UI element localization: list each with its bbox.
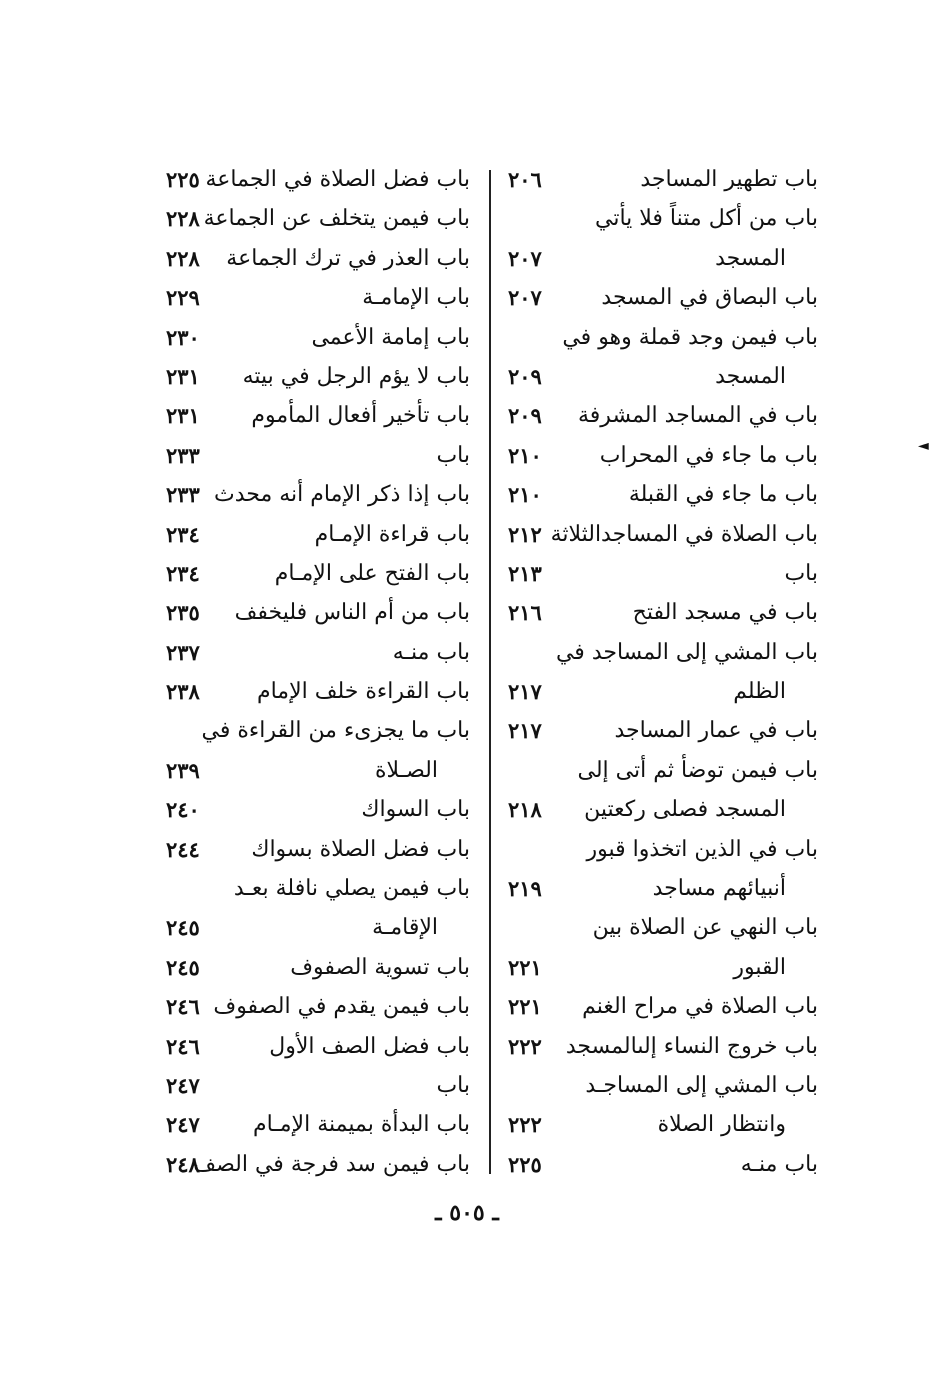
entry-page-number: ٢٢٩ <box>166 285 200 311</box>
index-entry <box>160 1145 470 1184</box>
entry-title: باب تطهير المساجد <box>640 167 818 192</box>
entry-title: باب البصاق في المسجد <box>601 285 818 311</box>
entry-title: باب في مسجد الفتح <box>632 600 818 626</box>
entry-title: باب من أكل متناً فلا يأتي <box>595 206 818 232</box>
entry-page-number: ٢٤٦ <box>166 1033 200 1059</box>
entry-page-number: ٢١٠ <box>508 482 542 508</box>
index-entry <box>500 515 818 554</box>
index-entry <box>500 672 818 711</box>
index-entry <box>500 1066 818 1105</box>
entry-title: باب القراءة خلف الإمام <box>256 679 470 705</box>
entry-page-number: ٢٢٥ <box>166 167 200 192</box>
entry-title: باب فضل الصلاة في الجماعة <box>205 167 470 192</box>
index-entry <box>160 672 470 711</box>
index-entry <box>500 987 818 1026</box>
entry-page-number: ٢١٩ <box>508 876 542 902</box>
entry-page-number: ٢٠٩ <box>508 403 542 429</box>
entry-page-number: ٢١٨ <box>508 797 542 823</box>
index-entry <box>160 515 470 554</box>
entry-page-number: ٢٢١ <box>508 954 542 980</box>
entry-title: باب منـه <box>740 1151 818 1177</box>
index-entry <box>160 593 470 632</box>
index-entry <box>160 1066 470 1105</box>
entry-page-number: ٢٣٤ <box>166 560 200 586</box>
index-entry <box>500 830 818 869</box>
entry-title: باب الفتح على الإمـام <box>274 560 470 586</box>
entry-title: باب قراءة الإمـام <box>314 521 470 547</box>
index-entry <box>160 239 470 278</box>
entry-title: باب فيمن يتخلف عن الجماعة <box>203 206 470 232</box>
entry-page-number: ٢٣٨ <box>166 679 200 705</box>
index-entry <box>500 436 818 475</box>
index-entry <box>160 1105 470 1144</box>
entry-page-number: ٢٢٥ <box>508 1151 542 1177</box>
index-entry <box>160 908 470 947</box>
index-entry <box>160 278 470 317</box>
entry-title: باب السواك <box>361 797 470 823</box>
index-entry <box>500 554 818 593</box>
entry-page-number: ٢٣٠ <box>166 324 200 350</box>
entry-title: باب في المساجد المشرفة <box>578 403 818 429</box>
entry-title: باب العذر في ترك الجماعة <box>226 245 470 271</box>
entry-title: باب ما جاء في القبلة <box>628 482 818 508</box>
entry-page-number: ٢٢٢ <box>508 1112 542 1138</box>
entry-page-number: ٢٤٠ <box>166 797 200 823</box>
column-divider <box>489 170 491 1174</box>
entry-page-number: ٢٣١ <box>166 403 200 429</box>
entry-page-number: ٢١٢ <box>508 521 542 547</box>
index-entry <box>160 357 470 396</box>
index-entry <box>500 869 818 908</box>
entry-title: باب المشي إلى المساجد في <box>555 639 818 665</box>
entry-page-number: ٢٣٥ <box>166 600 200 626</box>
entry-page-number: ٢٢٨ <box>166 206 200 232</box>
entry-page-number: ٢٣٩ <box>166 757 200 783</box>
entry-title: باب خروج النساء إلىالمسجد <box>565 1033 818 1059</box>
entry-title: باب فيمن وجد قملة وهو في <box>562 324 818 350</box>
entry-title: باب البدأة بميمنة الإمـام <box>252 1112 470 1138</box>
entry-title: باب النهي عن الصلاة بين <box>592 915 818 941</box>
entry-page-number: ٢٤٨ <box>166 1151 200 1177</box>
entry-title: باب فضل الصلاة بسواك <box>251 836 470 862</box>
index-entry <box>500 908 818 947</box>
entry-page-number: ٢١٠ <box>508 442 542 468</box>
left-index-column <box>160 160 470 1184</box>
entry-page-number: ٢٣٧ <box>166 639 200 665</box>
entry-title: باب من أم الناس فليخفف <box>234 600 470 626</box>
entry-page-number: ٢١٣ <box>508 560 542 586</box>
entry-page-number: ٢٠٩ <box>508 363 542 389</box>
entry-title: باب الإمامـة <box>362 285 470 311</box>
index-entry <box>500 751 818 790</box>
entry-page-number: ٢٢١ <box>508 994 542 1020</box>
entry-title: المسجد <box>715 363 786 389</box>
index-entry <box>500 1105 818 1144</box>
entry-title: باب إذا ذكر الإمام أنه محدث <box>214 482 470 508</box>
entry-page-number: ٢٤٥ <box>166 954 200 980</box>
page-number: ـ ٥٠٥ ـ <box>435 1200 499 1226</box>
right-index-column <box>500 160 818 1184</box>
entry-page-number: ٢٠٧ <box>508 245 542 271</box>
entry-title: المسجد <box>715 245 786 271</box>
index-entry <box>500 318 818 357</box>
entry-title: باب <box>436 442 470 468</box>
index-entry <box>500 278 818 317</box>
index-entry <box>500 711 818 750</box>
entry-title: باب تسوية الصفوف <box>290 954 470 980</box>
entry-page-number: ٢١٧ <box>508 718 542 744</box>
index-entry <box>160 475 470 514</box>
index-entry <box>160 830 470 869</box>
index-entry <box>500 160 818 199</box>
entry-title: الصـلاة <box>375 757 438 783</box>
entry-title: المسجد فصلى ركعتين <box>584 797 786 823</box>
entry-page-number: ٢٤٧ <box>166 1112 200 1138</box>
entry-title: باب إمامة الأعمى <box>311 324 470 350</box>
index-entry <box>160 160 470 199</box>
index-entry <box>500 1027 818 1066</box>
index-entry <box>160 554 470 593</box>
entry-title: باب المشي إلى المساجـد <box>585 1072 818 1098</box>
index-entry <box>160 948 470 987</box>
entry-title: باب فيمن سد فرجة في الصف <box>193 1151 470 1177</box>
index-entry <box>500 239 818 278</box>
index-entry <box>500 357 818 396</box>
index-entry <box>500 199 818 238</box>
entry-title: باب ما يجزىء من القراءة في <box>201 718 470 744</box>
entry-title: باب في الذين اتخذوا قبور <box>586 836 818 862</box>
entry-title: وانتظار الصلاة <box>657 1112 786 1138</box>
entry-page-number: ٢٣٣ <box>166 442 200 468</box>
entry-page-number: ٢٠٧ <box>508 285 542 311</box>
index-entry <box>500 396 818 435</box>
index-entry <box>160 1027 470 1066</box>
entry-title: باب فيمن توضأ ثم أتى إلى <box>577 757 818 783</box>
index-entry <box>160 318 470 357</box>
entry-title: باب فضل الصف الأول <box>269 1033 470 1059</box>
entry-page-number: ٢٣١ <box>166 363 200 389</box>
index-entry <box>160 199 470 238</box>
index-entry <box>160 396 470 435</box>
index-entry <box>500 948 818 987</box>
index-entry <box>500 593 818 632</box>
entry-title: باب في عمار المساجد <box>614 718 818 744</box>
index-entry <box>160 436 470 475</box>
entry-title: باب فيمن يصلي نافلة بعـد <box>233 876 470 902</box>
entry-title: باب فيمن يقدم في الصفوف <box>213 994 470 1020</box>
entry-page-number: ٢٣٣ <box>166 482 200 508</box>
entry-page-number: ٢١٦ <box>508 600 542 626</box>
entry-title: باب <box>436 1072 470 1098</box>
entry-page-number: ٢٤٧ <box>166 1072 200 1098</box>
entry-page-number: ٢٢٢ <box>508 1033 542 1059</box>
entry-page-number: ٢٤٥ <box>166 915 200 941</box>
entry-title: الظلم <box>733 679 786 705</box>
entry-page-number: ٢٠٦ <box>508 167 542 192</box>
entry-page-number: ٢٣٤ <box>166 521 200 547</box>
entry-title: باب لا يؤم الرجل في بيته <box>242 363 470 389</box>
entry-title: القبور <box>733 954 786 980</box>
entry-title: باب تأخير أفعال المأموم <box>251 403 470 429</box>
margin-arrow-icon: ◄ <box>918 438 929 454</box>
index-entry <box>160 751 470 790</box>
entry-title: باب ما جاء في المحراب <box>599 442 818 468</box>
entry-title: باب <box>784 560 818 586</box>
entry-title: باب الصلاة في مراح الغنم <box>582 994 818 1020</box>
entry-page-number: ٢٤٤ <box>166 836 200 862</box>
entry-title: الإقامـة <box>372 915 438 941</box>
index-entry <box>160 790 470 829</box>
entry-title: باب الصلاة في المساجدالثلاثة <box>550 521 818 547</box>
index-entry <box>160 633 470 672</box>
index-entry <box>160 869 470 908</box>
entry-page-number: ٢٢٨ <box>166 245 200 271</box>
index-entry <box>500 790 818 829</box>
entry-page-number: ٢١٧ <box>508 679 542 705</box>
entry-title: باب منـه <box>392 639 470 665</box>
index-entry <box>160 987 470 1026</box>
index-entry <box>500 1145 818 1184</box>
index-entry <box>500 633 818 672</box>
index-entry <box>160 711 470 750</box>
entry-title: أنبيائهم مساجد <box>652 876 786 902</box>
entry-page-number: ٢٤٦ <box>166 994 200 1020</box>
index-entry <box>500 475 818 514</box>
